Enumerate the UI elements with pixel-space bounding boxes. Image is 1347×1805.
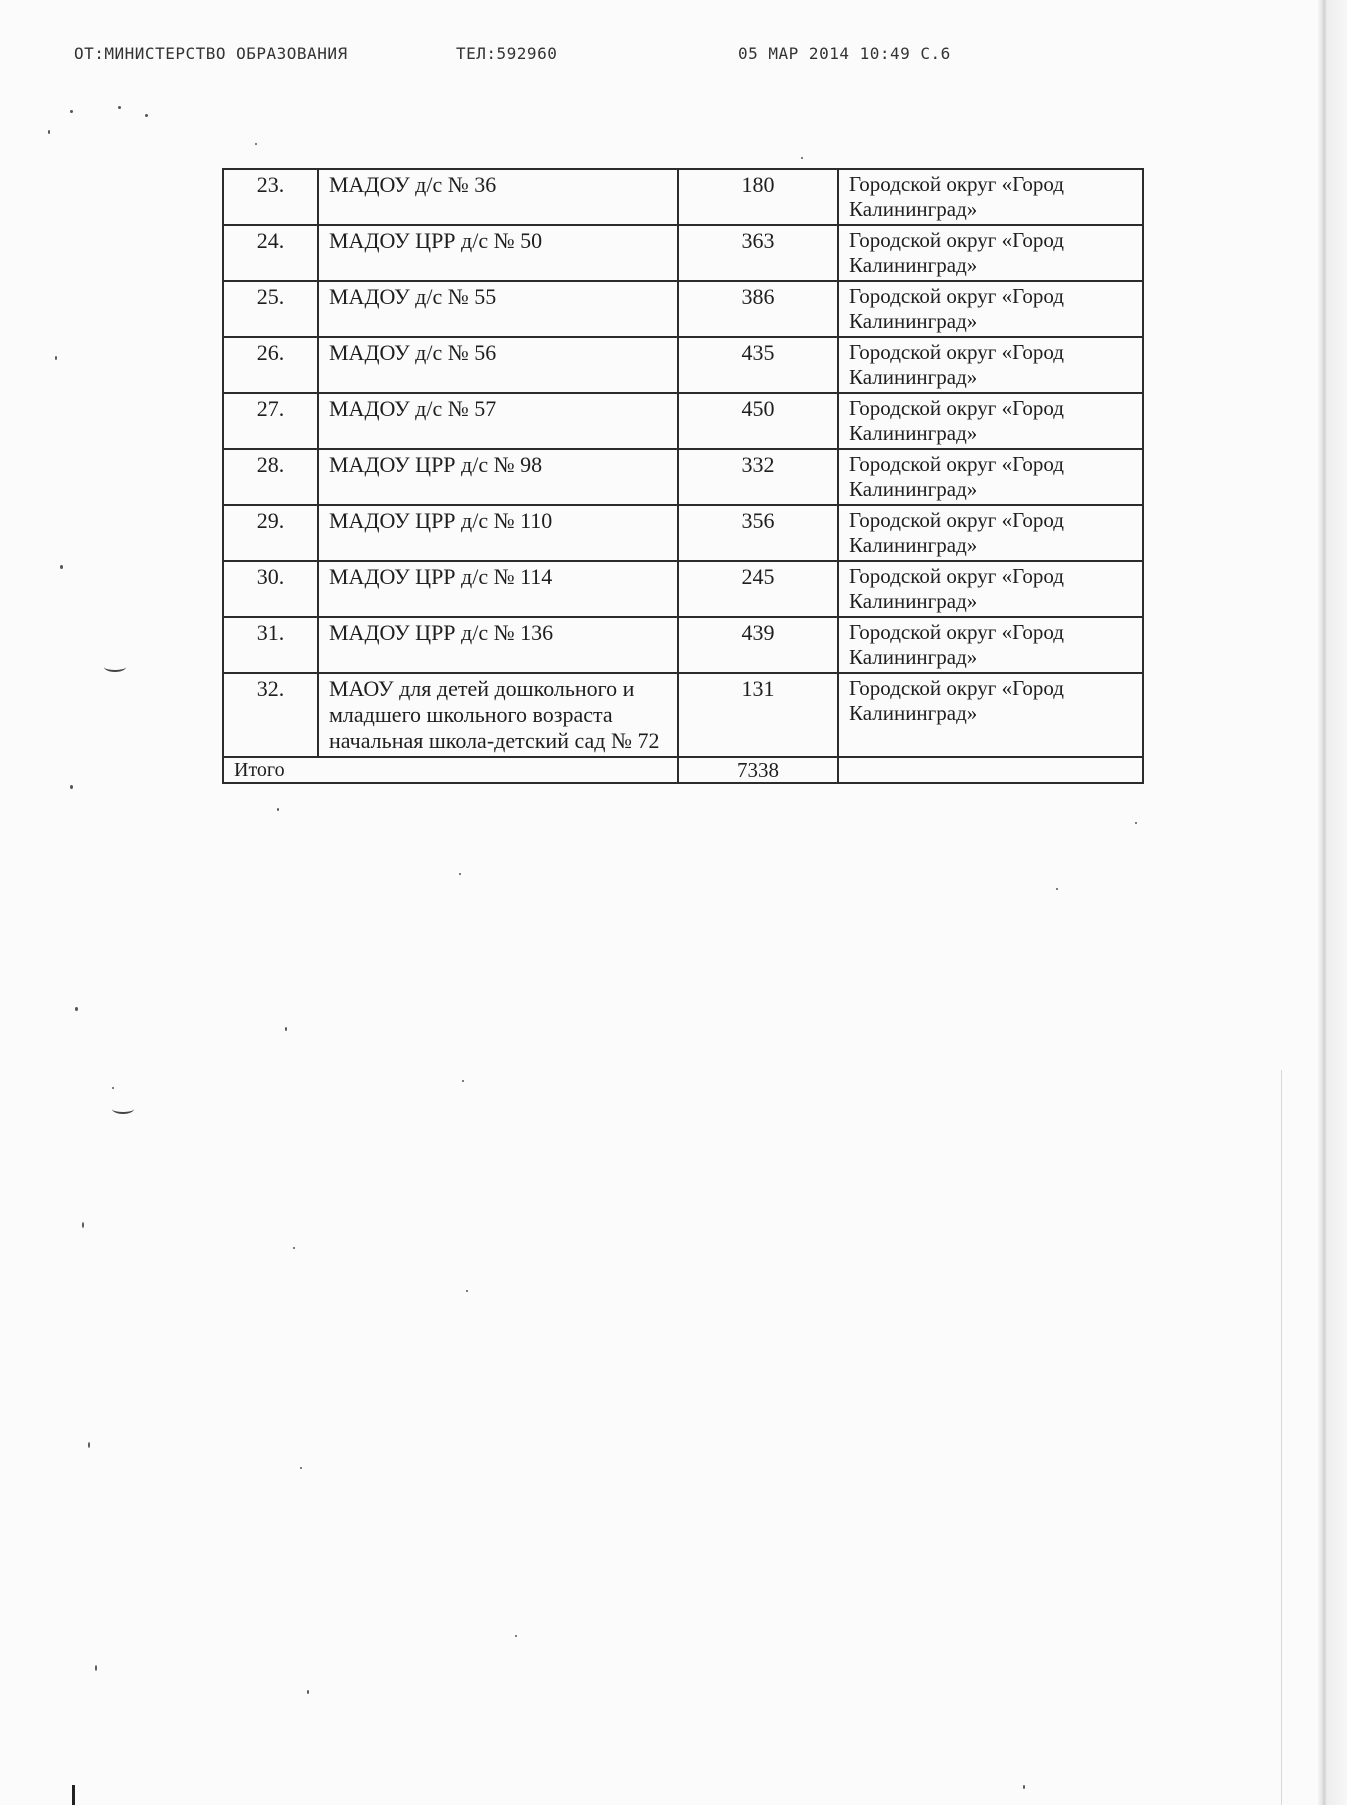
scan-speck <box>285 1027 287 1031</box>
scan-speck <box>48 130 50 134</box>
institution-name: МАОУ для детей дошкольного и младшего школьного возраста начальная школа-детский сад № 72 <box>318 673 678 757</box>
table-row <box>223 337 1143 393</box>
scan-speck <box>75 1007 78 1011</box>
scan-speck <box>70 110 73 113</box>
children-count: 435 <box>678 337 838 393</box>
row-number: 23. <box>223 169 318 225</box>
table-row <box>223 505 1143 561</box>
children-count: 131 <box>678 673 838 757</box>
institution-name: МАДОУ д/с № 57 <box>318 393 678 449</box>
table-row <box>223 225 1143 281</box>
scan-edge-mark <box>72 1785 75 1805</box>
children-count: 386 <box>678 281 838 337</box>
scan-speck <box>60 565 63 569</box>
scan-speck <box>801 157 803 159</box>
district: Городской округ «Город Калининград» <box>838 505 1143 561</box>
scan-speck <box>1056 888 1058 890</box>
district: Городской округ «Город Калининград» <box>838 561 1143 617</box>
table-row <box>223 169 1143 225</box>
scan-speck <box>459 873 461 875</box>
institution-name: МАДОУ д/с № 56 <box>318 337 678 393</box>
institution-name: МАДОУ ЦРР д/с № 136 <box>318 617 678 673</box>
district: Городской округ «Город Калининград» <box>838 281 1143 337</box>
fax-header-from: ОТ:МИНИСТЕРСТВО ОБРАЗОВАНИЯ <box>74 44 348 63</box>
table-row <box>223 617 1143 673</box>
total-row <box>223 757 1143 783</box>
institution-name: МАДОУ ЦРР д/с № 114 <box>318 561 678 617</box>
institution-name: МАДОУ ЦРР д/с № 50 <box>318 225 678 281</box>
district: Городской округ «Город Калининград» <box>838 617 1143 673</box>
district: Городской округ «Город Калининград» <box>838 449 1143 505</box>
row-number: 32. <box>223 673 318 757</box>
row-number: 30. <box>223 561 318 617</box>
scan-speck <box>515 1635 517 1637</box>
scan-speck <box>95 1665 97 1671</box>
scan-speck <box>118 106 121 109</box>
district: Городской округ «Город Калининград» <box>838 393 1143 449</box>
scan-speck <box>112 1087 114 1089</box>
scan-speck <box>277 808 279 811</box>
children-count: 332 <box>678 449 838 505</box>
scan-speck <box>300 1467 302 1469</box>
row-number: 31. <box>223 617 318 673</box>
children-count: 363 <box>678 225 838 281</box>
row-number: 27. <box>223 393 318 449</box>
scan-mark <box>112 1104 134 1114</box>
table-row <box>223 561 1143 617</box>
district: Городской округ «Город Калининград» <box>838 169 1143 225</box>
scan-speck <box>462 1080 464 1082</box>
row-number: 26. <box>223 337 318 393</box>
scan-speck <box>1135 822 1137 824</box>
children-count: 450 <box>678 393 838 449</box>
institution-name: МАДОУ д/с № 55 <box>318 281 678 337</box>
scan-speck <box>1023 1785 1025 1789</box>
scan-speck <box>88 1442 90 1448</box>
district: Городской округ «Город Калининград» <box>838 225 1143 281</box>
children-count: 356 <box>678 505 838 561</box>
fax-header-tel: ТЕЛ:592960 <box>456 44 558 63</box>
scan-speck <box>293 1247 295 1249</box>
fax-header-datetime: 05 МАР 2014 10:49 С.6 <box>738 44 951 63</box>
scan-speck <box>466 1290 468 1292</box>
scan-edge-line <box>1281 1070 1282 1805</box>
institutions-table <box>222 168 1144 784</box>
institution-name: МАДОУ ЦРР д/с № 110 <box>318 505 678 561</box>
scan-edge <box>1318 0 1347 1805</box>
institution-name: МАДОУ ЦРР д/с № 98 <box>318 449 678 505</box>
children-count: 439 <box>678 617 838 673</box>
table-row <box>223 393 1143 449</box>
scan-speck <box>307 1690 309 1694</box>
total-empty-cell <box>838 757 1143 783</box>
children-count: 180 <box>678 169 838 225</box>
district: Городской округ «Город Калининград» <box>838 673 1143 757</box>
scan-mark <box>104 662 126 672</box>
total-count: 7338 <box>678 757 838 783</box>
institution-name: МАДОУ д/с № 36 <box>318 169 678 225</box>
row-number: 25. <box>223 281 318 337</box>
children-count: 245 <box>678 561 838 617</box>
table-row <box>223 449 1143 505</box>
scan-speck <box>55 356 57 360</box>
table-row <box>223 673 1143 757</box>
row-number: 28. <box>223 449 318 505</box>
scan-speck <box>82 1222 84 1228</box>
row-number: 29. <box>223 505 318 561</box>
scan-speck <box>255 143 257 145</box>
scan-speck <box>70 785 73 789</box>
total-label: Итого <box>223 757 678 783</box>
table-row <box>223 281 1143 337</box>
district: Городской округ «Город Калининград» <box>838 337 1143 393</box>
scan-speck <box>145 114 148 117</box>
row-number: 24. <box>223 225 318 281</box>
